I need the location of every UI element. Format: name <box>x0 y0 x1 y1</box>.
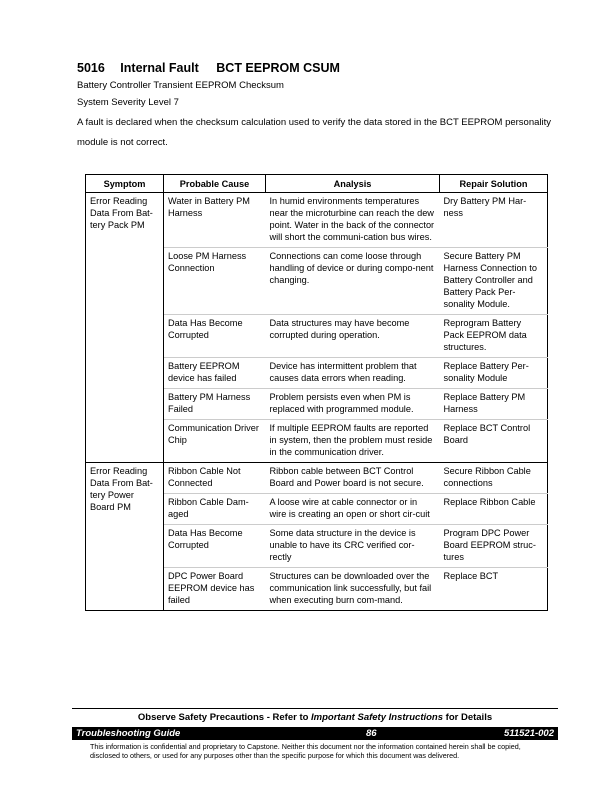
fault-heading <box>77 61 340 75</box>
confidentiality-notice: This information is confidential and proprietary to Capstone. Neither this document nor the information contained herein shall be copied, disclosed to others, or used for any purposes other than the specific purpose for which this document was delivered. <box>90 742 521 760</box>
repair-cell: Replace BCT Control Board <box>440 420 548 463</box>
repair-cell: Secure Battery PM Harness Connection to Battery Controller and Battery Pack Per-sonality Module. <box>440 248 548 315</box>
repair-cell: Replace Battery Per-sonality Module <box>440 358 548 389</box>
cause-cell: Battery EEPROM device has failed <box>164 358 266 389</box>
safety-notice <box>72 712 558 723</box>
repair-cell: Secure Ribbon Cable connections <box>440 463 548 494</box>
cause-cell: Water in Battery PM Harness <box>164 193 266 248</box>
analysis-cell: Structures can be downloaded over the communication link successfully, but fail when executing burn com-mand. <box>266 568 440 611</box>
footer-bar <box>72 727 558 740</box>
cause-cell: Communication Driver Chip <box>164 420 266 463</box>
page-number: 86 <box>366 728 377 739</box>
analysis-cell: Device has intermittent problem that causes data errors when reading. <box>266 358 440 389</box>
analysis-cell: If multiple EEPROM faults are reported in system, then the problem must reside in the communication driver. <box>266 420 440 463</box>
table-row <box>86 193 548 248</box>
repair-cell: Replace BCT <box>440 568 548 611</box>
table-row <box>86 463 548 494</box>
fault-name: Internal Fault <box>120 61 199 75</box>
header-repair-solution: Repair Solution <box>440 175 548 193</box>
troubleshooting-table <box>85 174 548 611</box>
cause-cell: Loose PM Harness Connection <box>164 248 266 315</box>
fault-subtitle: Battery Controller Transient EEPROM Checksum <box>77 80 284 91</box>
analysis-cell: A loose wire at cable connector or in wire is creating an open or short cir-cuit <box>266 494 440 525</box>
header-symptom: Symptom <box>86 175 164 193</box>
analysis-cell: Problem persists even when PM is replaced with programmed module. <box>266 389 440 420</box>
header-probable-cause: Probable Cause <box>164 175 266 193</box>
safety-instructions-reference: Important Safety Instructions <box>311 712 444 723</box>
cause-cell: DPC Power Board EEPROM device has failed <box>164 568 266 611</box>
table-header-row <box>86 175 548 193</box>
symptom-cell: Error Reading Data From Bat-tery Power Board PM <box>86 463 164 611</box>
repair-cell: Dry Battery PM Har-ness <box>440 193 548 248</box>
repair-cell: Replace Battery PM Harness <box>440 389 548 420</box>
guide-title: Troubleshooting Guide <box>76 728 181 739</box>
fault-description: A fault is declared when the checksum calculation used to verify the data stored in the BCT EEPROM personality module is not correct. <box>77 117 552 148</box>
analysis-cell: Data structures may have become corrupted during operation. <box>266 315 440 358</box>
cause-cell: Ribbon Cable Not Connected <box>164 463 266 494</box>
footer-divider <box>72 708 558 709</box>
header-analysis: Analysis <box>266 175 440 193</box>
cause-cell: Ribbon Cable Dam-aged <box>164 494 266 525</box>
repair-cell: Reprogram Battery Pack EEPROM data structures. <box>440 315 548 358</box>
document-number: 511521-002 <box>503 728 554 739</box>
fault-short-name: BCT EEPROM CSUM <box>216 61 340 75</box>
repair-cell: Replace Ribbon Cable <box>440 494 548 525</box>
safety-notice-prefix: Observe Safety Precautions - Refer to <box>137 712 312 723</box>
analysis-cell: Some data structure in the device is unable to have its CRC verified cor-rectly <box>266 525 440 568</box>
cause-cell: Data Has Become Corrupted <box>164 525 266 568</box>
repair-cell: Program DPC Power Board EEPROM struc-tures <box>440 525 548 568</box>
cause-cell: Battery PM Harness Failed <box>164 389 266 420</box>
symptom-cell: Error Reading Data From Bat-tery Pack PM <box>86 193 164 463</box>
severity-level: System Severity Level 7 <box>77 97 179 108</box>
safety-notice-suffix: for Details <box>443 712 493 723</box>
analysis-cell: Connections can come loose through handling of device or during compo-nent changing. <box>266 248 440 315</box>
analysis-cell: Ribbon cable between BCT Control Board and Power board is not secure. <box>266 463 440 494</box>
fault-code: 5016 <box>77 61 105 75</box>
analysis-cell: In humid environments temperatures near the microturbine can reach the dew point. Water in the back of the connector will short the communi-cation bus wires. <box>266 193 440 248</box>
cause-cell: Data Has Become Corrupted <box>164 315 266 358</box>
